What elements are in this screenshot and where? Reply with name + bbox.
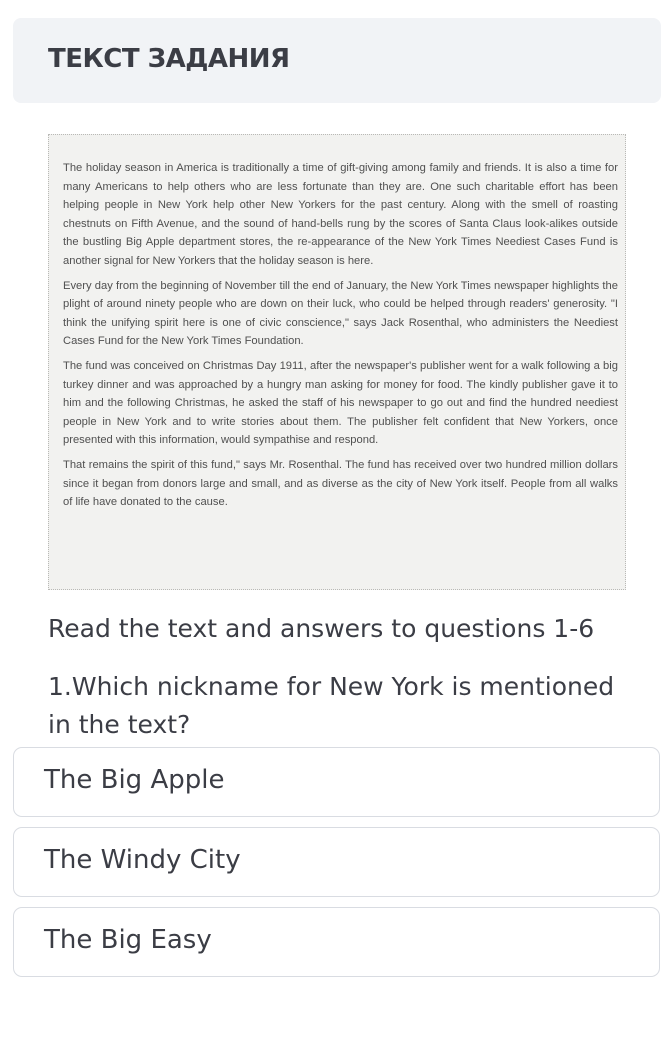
instruction-text: Read the text and answers to questions 1-6 — [48, 614, 595, 643]
answer-option-label: The Big Apple — [44, 765, 225, 795]
question-text: 1.Which nickname for New York is mentioned in the text? — [48, 672, 615, 739]
answer-option-label: The Windy City — [44, 845, 241, 875]
task-header-title: ТЕКСТ ЗАДАНИЯ — [48, 44, 290, 74]
answer-option-the-big-apple[interactable] — [13, 747, 660, 817]
passage-paragraph-2: Every day from the beginning of November till the end of January, the New York Times newspaper highlights the plight of around ninety people who are down on their luck, who could be helped through readers' generosity. "I think the unifying spirit here is one of civic conscience," says Jack Rosenthal, who administers the Neediest Cases Fund for the New York Times Foundation. — [63, 279, 618, 348]
reading-passage-image — [48, 134, 626, 590]
passage-paragraph-1: The holiday season in America is traditionally a time of gift-giving among family and friends. It is also a time for many Americans to help others who are less fortunate than they are. One such charitable effort has been helping people in New York help other New Yorkers for the past century. Along with the smell of roasting chestnuts on Fifth Avenue, and the sound of hand-bells rung by the scores of Santa Claus look-alikes outside the bustling Big Apple department stores, the re-appearance of the New York Times Neediest Cases Fund is another signal for New Yorkers that the holiday season is here. — [63, 162, 618, 267]
task-header — [13, 18, 661, 103]
answer-option-the-windy-city[interactable] — [13, 827, 660, 897]
answer-option-the-big-easy[interactable] — [13, 907, 660, 977]
passage-paragraph-4: That remains the spirit of this fund," says Mr. Rosenthal. The fund has received over two hundred million dollars since it began from donors large and small, and as diverse as the city of New York itself. People from all walks of life have donated to the cause. — [63, 458, 618, 509]
answer-option-label: The Big Easy — [44, 925, 212, 955]
passage-paragraph-3: The fund was conceived on Christmas Day 1911, after the newspaper's publisher went for a walk following a big turkey dinner and was approached by a hungry man asking for money for food. The kindly publisher gave it to him and the following Christmas, he asked the staff of his newspaper to go out and find the hundred neediest people in New York and to write stories about them. The publisher felt confident that New Yorkers, once presented with this information, would sympathise and respond. — [63, 359, 618, 447]
